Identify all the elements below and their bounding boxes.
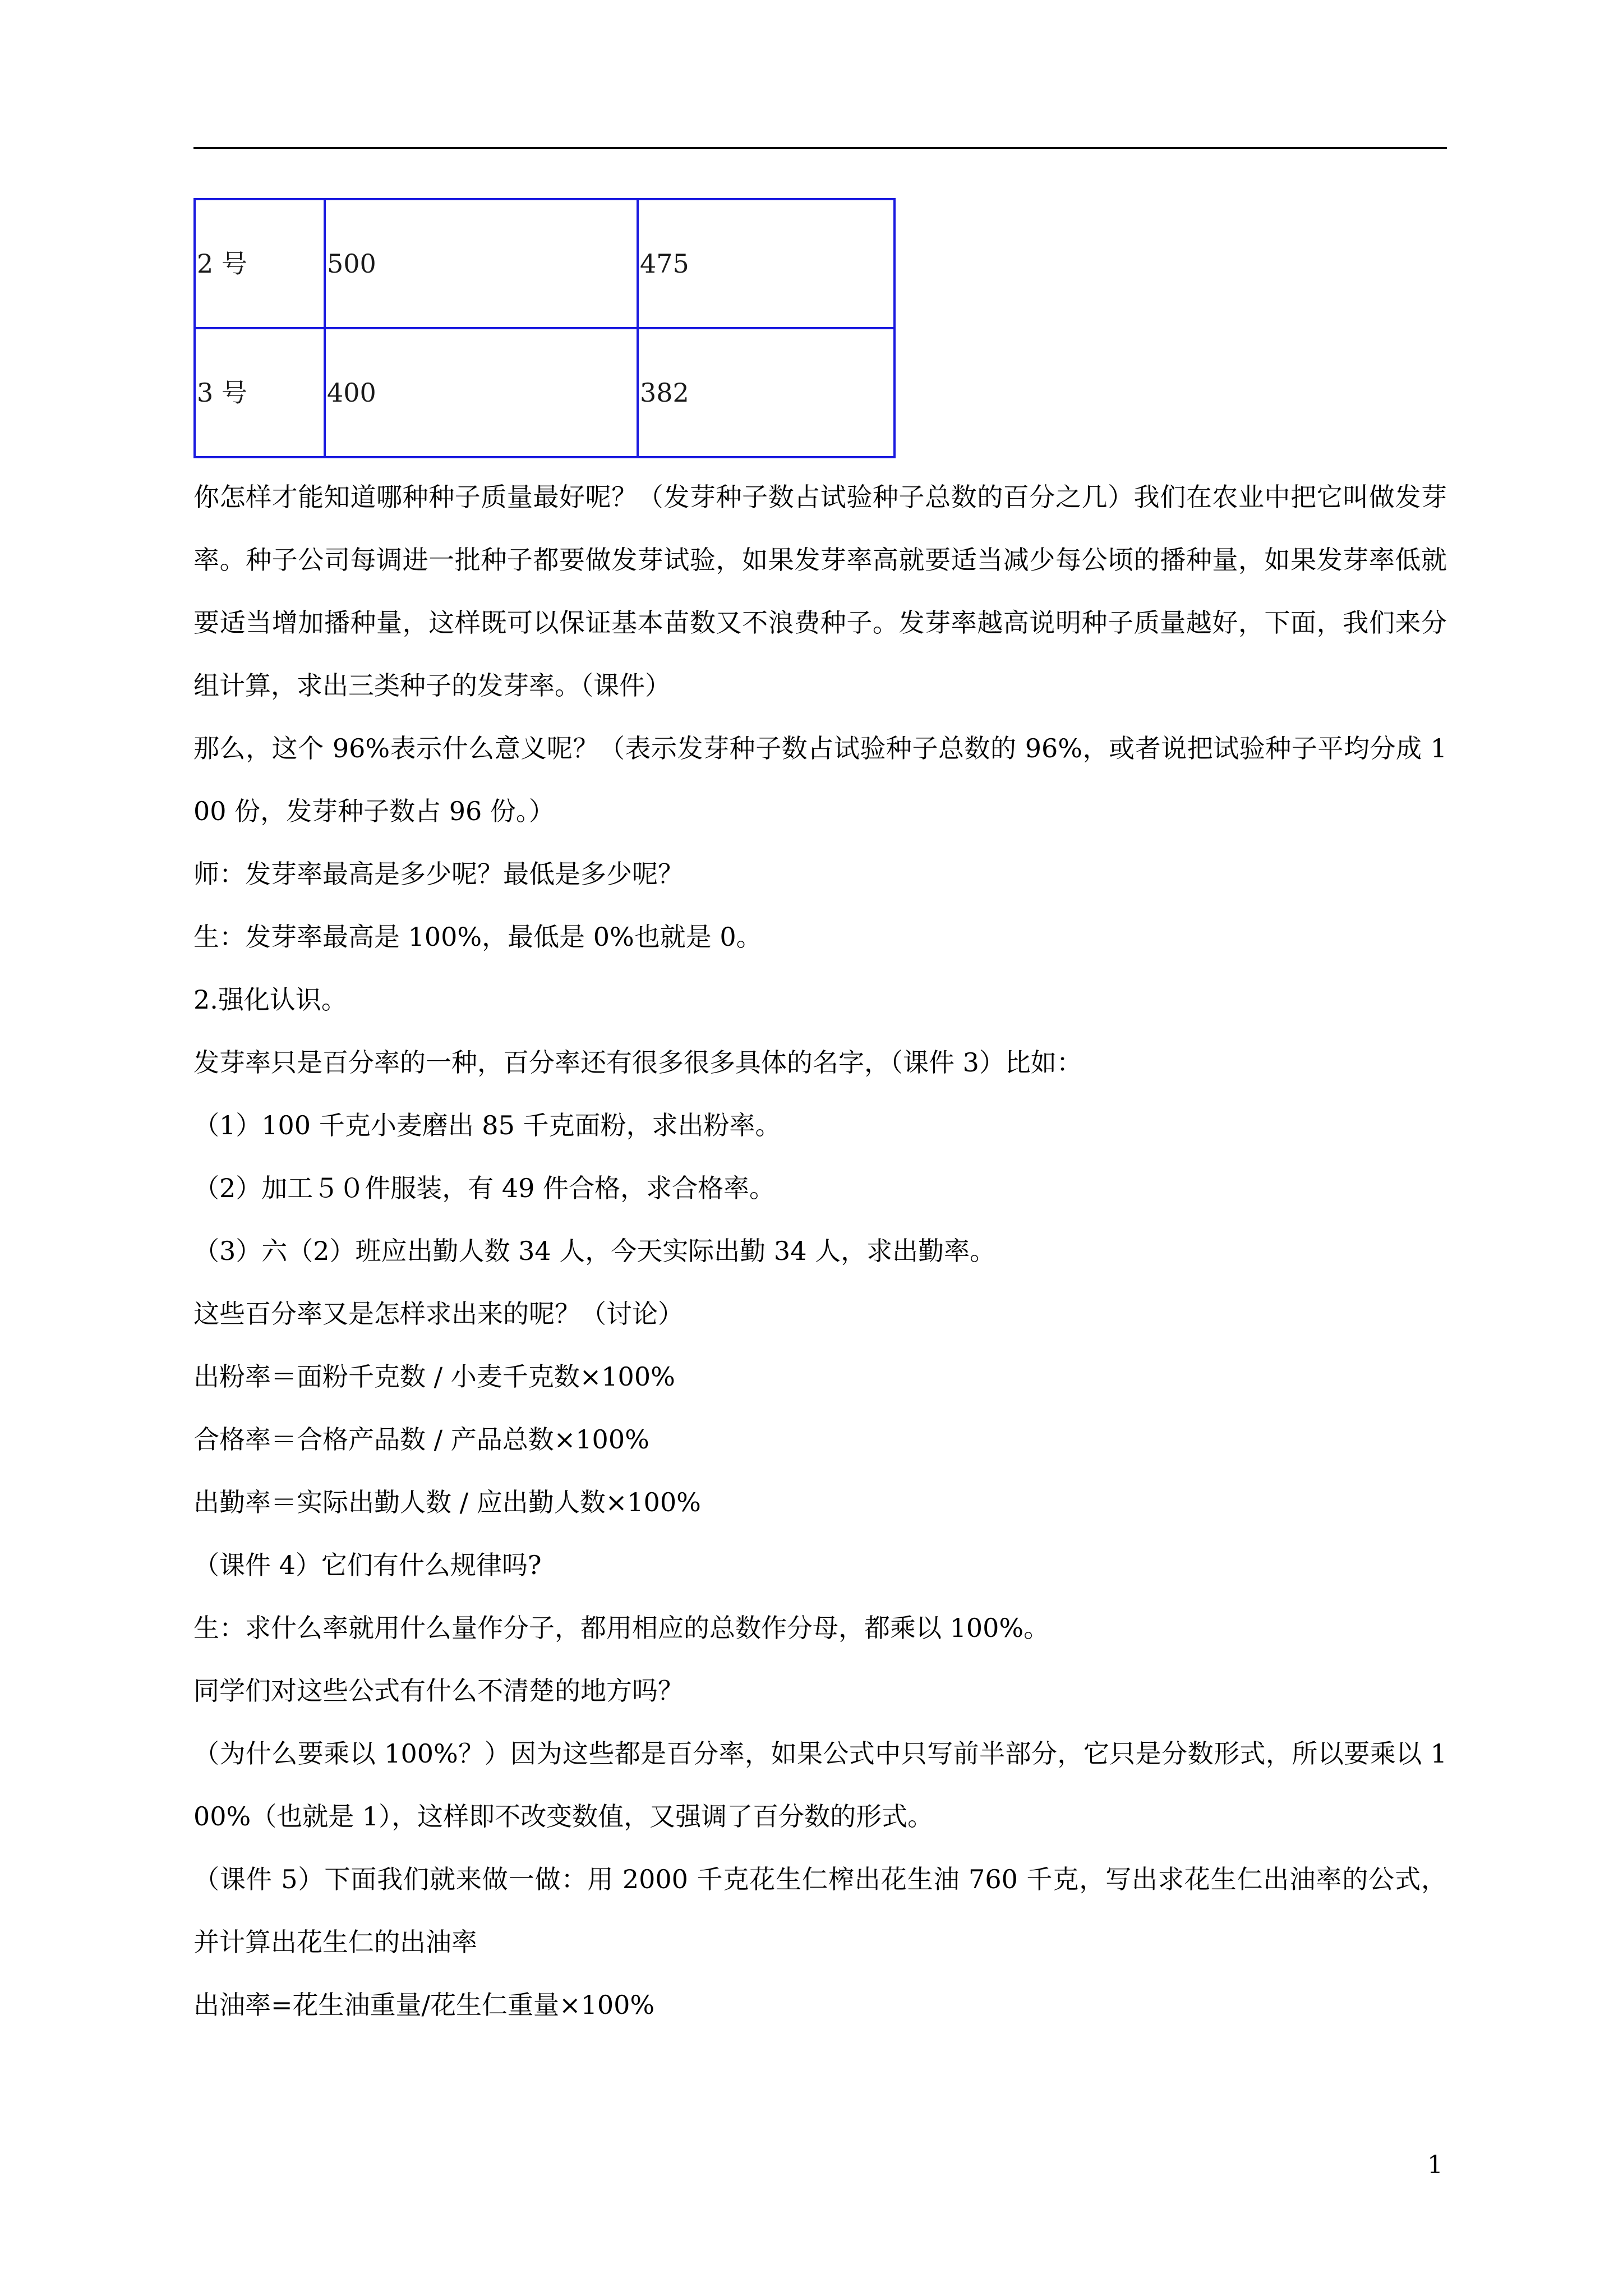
paragraph: （课件 4）它们有什么规律吗? (193, 1550, 542, 1580)
paragraph: （1）100 千克小麦磨出 85 千克面粉，求出粉率。 (193, 1110, 781, 1140)
table-row (195, 328, 895, 457)
seed-data-table (193, 198, 896, 458)
table-cell: 400 (325, 328, 638, 457)
formula-paragraph: 合格率＝合格产品数 / 产品总数×100% (193, 1424, 649, 1455)
paragraph: 生：发芽率最高是 100%，最低是 0%也就是 0。 (193, 922, 762, 952)
formula-paragraph: 出粉率＝面粉千克数 / 小麦千克数×100% (193, 1361, 675, 1392)
paragraph: 生：求什么率就用什么量作分子，都用相应的总数作分母，都乘以 100%。 (193, 1613, 1050, 1643)
paragraph: 你怎样才能知道哪种种子质量最好呢？（发芽种子数占试验种子总数的百分之几）我们在农业中把它叫做发芽率。种子公司每调进一批种子都要做发芽试验，如果发芽率高就要适当减少每公顷的播种量，如果发芽率低就要适当增加播种量，这样既可以保证基本苗数又不浪费种子。发芽率越高说明种子质量越好，下面，我们来分组计算，求出三类种子的发芽率。（课件） (193, 482, 1447, 701)
page-number: 1 (1427, 2151, 1443, 2179)
document-body (193, 466, 1447, 2036)
header-rule (193, 147, 1447, 149)
table-cell: 500 (325, 199, 638, 328)
table-cell: 3 号 (195, 328, 325, 457)
paragraph: （2）加工５０件服装，有 49 件合格，求合格率。 (193, 1173, 776, 1203)
paragraph: 2.强化认识。 (193, 984, 347, 1015)
table-cell: 2 号 (195, 199, 325, 328)
paragraph: 同学们对这些公式有什么不清楚的地方吗？ (193, 1676, 684, 1706)
paragraph: （课件 5）下面我们就来做一做：用 2000 千克花生仁榨出花生油 760 千克，写出求花生仁出油率的公式，并计算出花生仁的出油率 (193, 1864, 1447, 1957)
table-row (195, 199, 895, 328)
paragraph: 师：发芽率最高是多少呢？最低是多少呢？ (193, 859, 684, 889)
formula-paragraph: 出油率=花生油重量/花生仁重量×100% (193, 1990, 655, 2020)
table-cell: 382 (638, 328, 895, 457)
table-cell: 475 (638, 199, 895, 328)
paragraph: 发芽率只是百分率的一种，百分率还有很多很多具体的名字，（课件 3）比如： (193, 1047, 1082, 1078)
paragraph: （3）六（2）班应出勤人数 34 人，今天实际出勤 34 人，求出勤率。 (193, 1236, 996, 1266)
formula-paragraph: 出勤率＝实际出勤人数 / 应出勤人数×100% (193, 1487, 701, 1517)
paragraph: 这些百分率又是怎样求出来的呢？（讨论） (193, 1299, 684, 1329)
paragraph: （为什么要乘以 100%？）因为这些都是百分率，如果公式中只写前半部分，它只是分数形式，所以要乘以 100%（也就是 1），这样即不改变数值，又强调了百分数的形式。 (193, 1738, 1447, 1832)
paragraph: 那么，这个 96%表示什么意义呢？（表示发芽种子数占试验种子总数的 96%，或者说把试验种子平均分成 100 份，发芽种子数占 96 份。） (193, 733, 1447, 826)
